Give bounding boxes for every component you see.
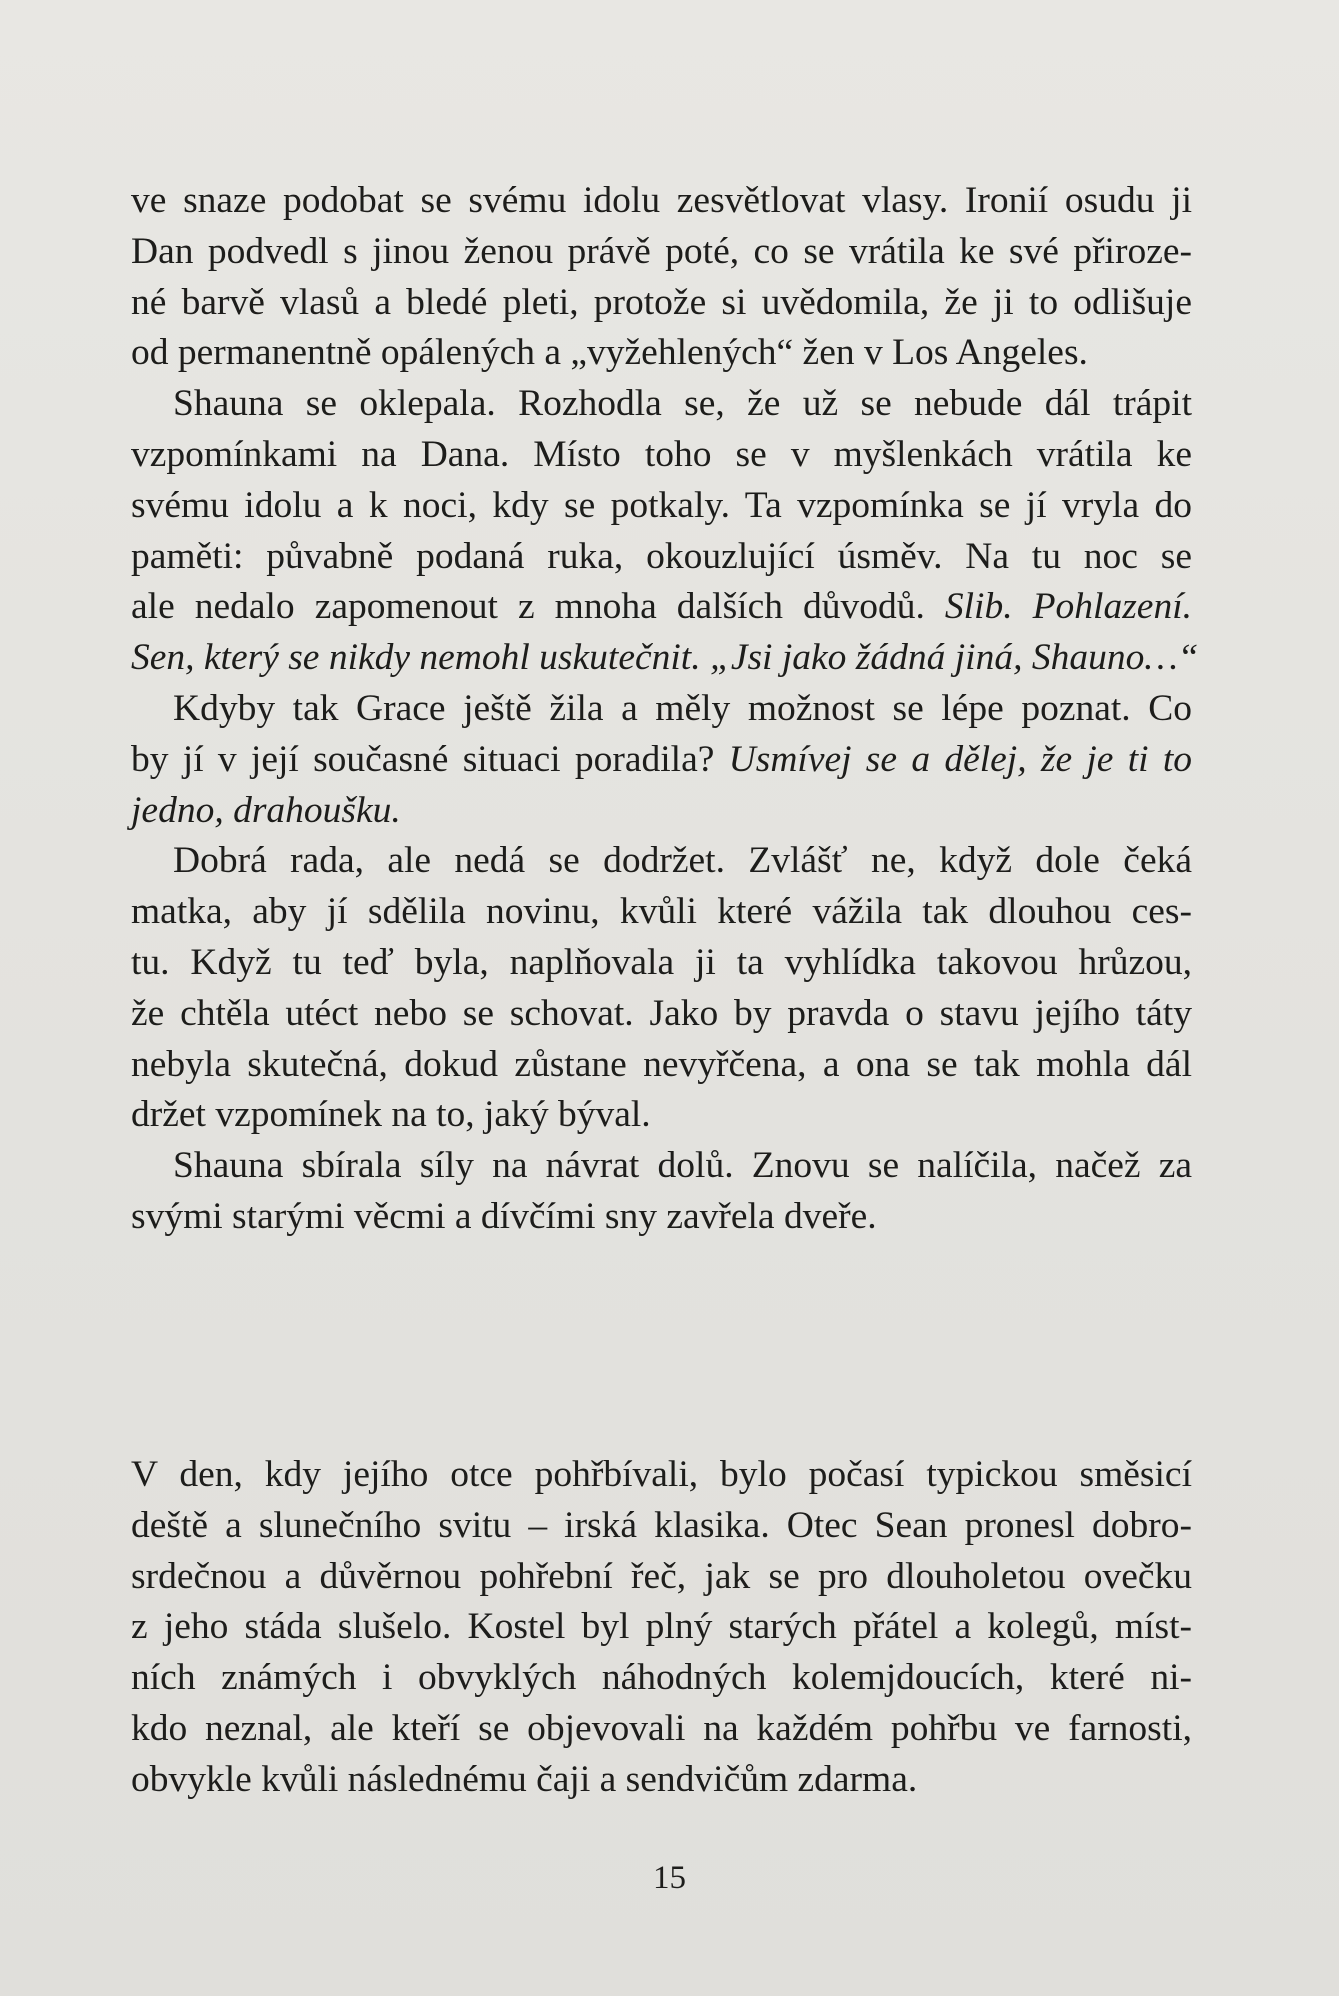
paragraph-start-line: Kdyby tak Grace ještě žila a měly možnost se lépe poznat. Co [173, 687, 1192, 729]
text-line: ve snaze podobat se svému idolu zesvětlovat vlasy. Ironií osudu ji [131, 180, 1192, 221]
text-line: svému idolu a k noci, kdy se potkaly. Ta vzpomínka se jí vryla do [131, 484, 1192, 526]
text-line: nebyla skutečná, dokud zůstane nevyřčena, a ona se tak mohla dál [131, 1043, 1192, 1085]
text-line: kdo neznal, ale kteří se objevovali na každém pohřbu ve farnosti, [131, 1707, 1192, 1749]
text-line: tu. Když tu teď byla, naplňovala ji ta vyhlídka takovou hrůzou, [131, 941, 1192, 983]
mixed-line [131, 582, 1192, 633]
text-line: obvykle kvůli následnému čaji a sendvičům zdarma. [131, 1758, 918, 1800]
text-line: držet vzpomínek na to, jaký býval. [131, 1094, 651, 1136]
text-line: deště a slunečního svitu – irská klasika. Otec Sean pronesl dobro- [131, 1504, 1192, 1546]
text-line: ních známých i obvyklých náhodných kolemjdoucích, které ni- [131, 1657, 1192, 1699]
text-line: matka, aby jí sdělila novinu, kvůli které vážila tak dlouhou ces- [131, 891, 1192, 933]
text-line: z jeho stáda slušelo. Kostel byl plný starých přátel a kolegů, míst- [131, 1606, 1192, 1648]
roman-text: by jí v její současné situaci poradila? [131, 738, 729, 780]
mixed-line [131, 735, 1192, 786]
paragraph-start-line: Shauna se oklepala. Rozhodla se, že už se nebude dál trápit [173, 383, 1192, 425]
section-start-line: V den, kdy jejího otce pohřbívali, bylo počasí typickou směsicí [131, 1454, 1192, 1495]
paragraph-start-line: Dobrá rada, ale nedá se dodržet. Zvlášť ne, když dole čeká [173, 840, 1192, 882]
italic-text: jedno, drahoušku. [131, 789, 401, 831]
italic-line [131, 633, 1199, 684]
italic-line [131, 786, 1192, 837]
page-number: 15 [653, 1860, 686, 1896]
italic-text: Slib. Pohlazení. [944, 586, 1192, 628]
text-line: vzpomínkami na Dana. Místo toho se v myšlenkách vrátila ke [131, 433, 1192, 475]
text-line: že chtěla utéct nebo se schovat. Jako by pravda o stavu jejího táty [131, 992, 1192, 1034]
text-line: srdečnou a důvěrnou pohřební řeč, jak se pro dlouholetou ovečku [131, 1555, 1192, 1597]
text-line: né barvě vlasů a bledé pleti, protože si uvědomila, že ji to odlišuje [131, 281, 1192, 323]
text-line: Dan podvedl s jinou ženou právě poté, co se vrátila ke své přiroze- [131, 230, 1192, 272]
text-line: paměti: půvabně podaná ruka, okouzlující úsměv. Na tu noc se [131, 535, 1192, 577]
roman-text: ale nedalo zapomenout z mnoha dalších důvodů. [131, 586, 945, 628]
italic-text: Sen, který se nikdy nemohl uskutečnit. „Jsi jako žádná jiná, Shauno…“ [131, 637, 1199, 679]
text-block-continued [131, 176, 1199, 1243]
text-line: od permanentně opálených a „vyžehlených“ žen v Los Angeles. [131, 332, 1088, 374]
paragraph-start-line: Shauna sbírala síly na návrat dolů. Znovu se nalíčila, načež za [173, 1145, 1192, 1187]
italic-text: Usmívej se a dělej, že je ti to [728, 738, 1192, 780]
text-block-new-section [131, 1450, 1192, 1806]
text-line: svými starými věcmi a dívčími sny zavřela dveře. [131, 1195, 877, 1237]
